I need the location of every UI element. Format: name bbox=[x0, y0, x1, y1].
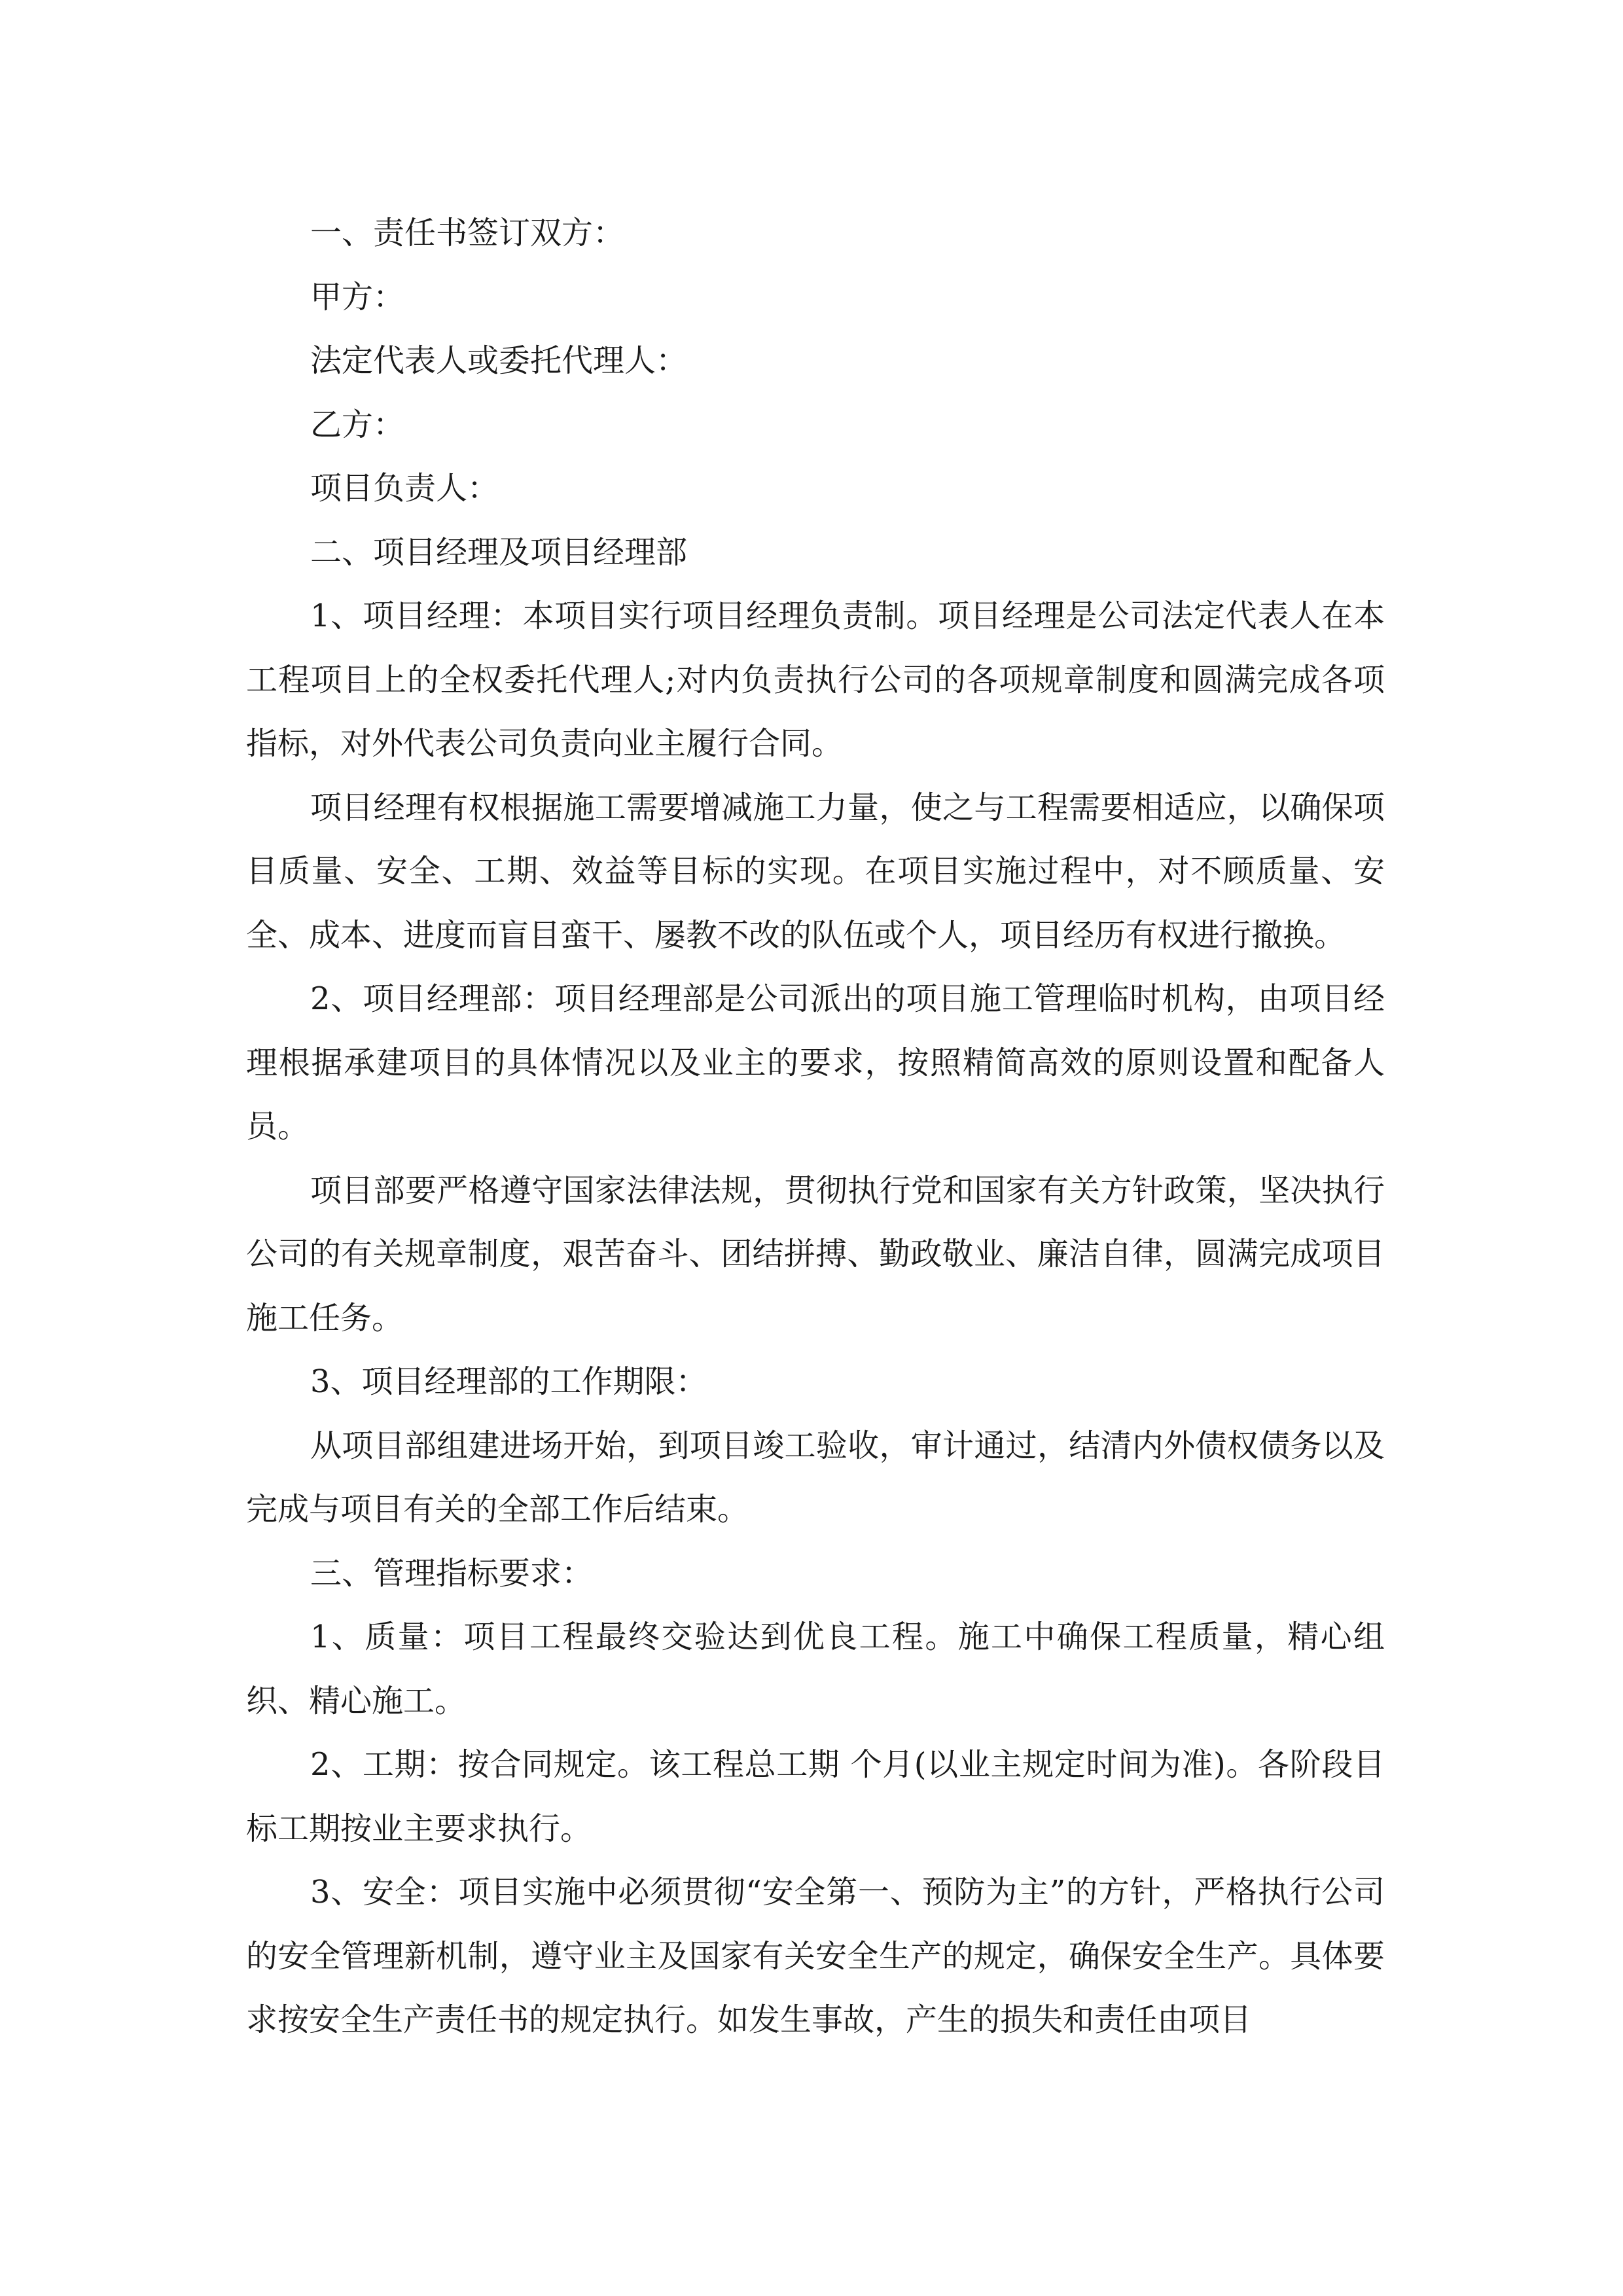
paragraph-work-period-heading: 3、项目经理部的工作期限： bbox=[310, 1363, 707, 1400]
project-leader-line: 项目负责人： bbox=[310, 470, 499, 507]
legal-representative-line: 法定代表人或委托代理人： bbox=[310, 342, 688, 379]
party-a-line: 甲方： bbox=[310, 278, 405, 315]
paragraph-quality: 1、质量：项目工程最终交验达到优良工程。施工中确保工程质量，精心组织、精心施工。 bbox=[246, 1619, 1385, 1719]
paragraph-project-department: 2、项目经理部：项目经理部是公司派出的项目施工管理临时机构，由项目经理根据承建项目的具体情况以及业主的要求，按照精简高效的原则设置和配备人员。 bbox=[246, 980, 1385, 1145]
paragraph-project-manager: 1、项目经理：本项目实行项目经理负责制。项目经理是公司法定代表人在本工程项目上的全权委托代理人;对内负责执行公司的各项规章制度和圆满完成各项指标，对外代表公司负责向业主履行合同。 bbox=[246, 598, 1385, 762]
paragraph-manager-authority: 项目经理有权根据施工需要增减施工力量，使之与工程需要相适应，以确保项目质量、安全、工期、效益等目标的实现。在项目实施过程中，对不顾质量、安全、成本、进度而盲目蛮干、屡教不改的队伍或个人，项目经历有权进行撤换。 bbox=[246, 789, 1385, 954]
section-heading-project-manager: 二、项目经理及项目经理部 bbox=[310, 533, 688, 571]
document-body bbox=[246, 202, 1385, 2053]
paragraph-schedule: 2、工期：按合同规定。该工程总工期 个月(以业主规定时间为准)。各阶段目标工期按业主要求执行。 bbox=[246, 1746, 1385, 1847]
paragraph-department-compliance: 项目部要严格遵守国家法律法规，贯彻执行党和国家有关方针政策，坚决执行公司的有关规章制度，艰苦奋斗、团结拼搏、勤政敬业、廉洁自律，圆满完成项目施工任务。 bbox=[246, 1172, 1385, 1336]
section-heading-management-indicators: 三、管理指标要求： bbox=[310, 1554, 594, 1592]
paragraph-work-period: 从项目部组建进场开始，到项目竣工验收，审计通过，结清内外债权债务以及完成与项目有关的全部工作后结束。 bbox=[246, 1427, 1385, 1528]
paragraph-safety: 3、安全：项目实施中必须贯彻“安全第一、预防为主”的方针，严格执行公司的安全管理新机制，遵守业主及国家有关安全生产的规定，确保安全生产。具体要求按安全生产责任书的规定执行。如发生事故，产生的损失和责任由项目 bbox=[246, 1874, 1385, 2038]
section-heading-signing-parties: 一、责任书签订双方： bbox=[310, 215, 625, 251]
party-b-line: 乙方： bbox=[310, 406, 405, 443]
